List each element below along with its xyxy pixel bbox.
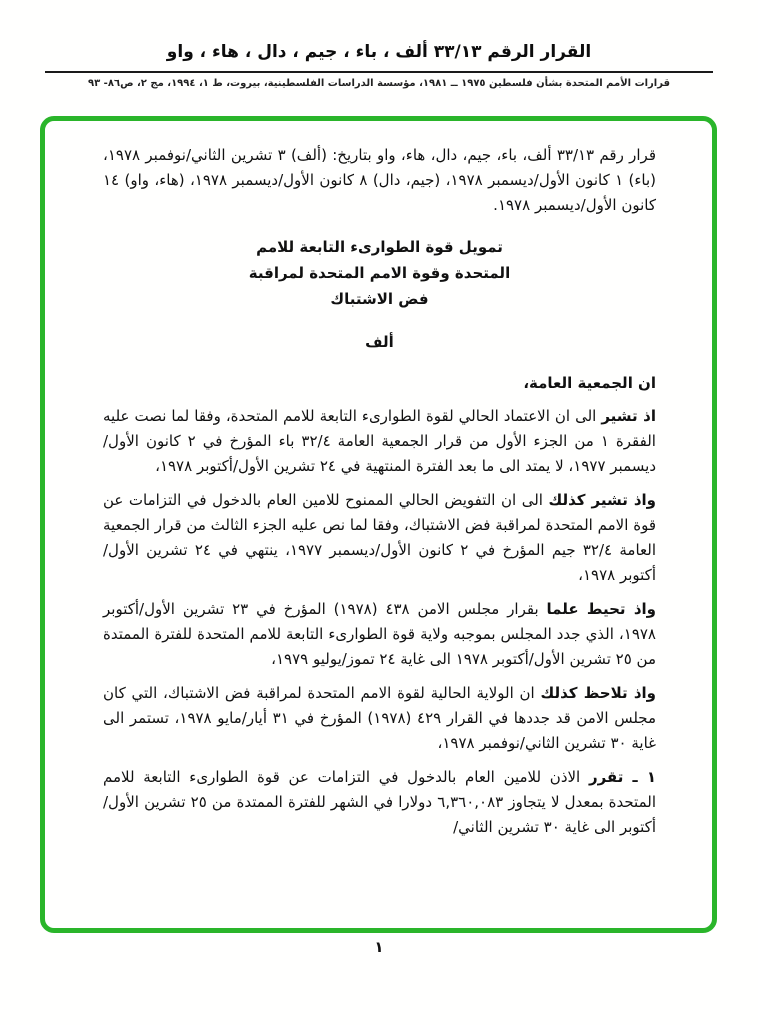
paragraph-lead: واذ تحيط علما xyxy=(546,600,657,618)
paragraph-operative-1 xyxy=(103,765,656,840)
paragraph-lead: واذ تشير كذلك xyxy=(548,491,656,509)
paragraph-text: الى ان التفويض الحالي الممنوح للامين العام بالدخول في التزامات عن قوة الامم المتحدة لمراقبة فض الاشتباك، وفقا لما نص عليه الجزء الثالث من قرار الجمعية العامة ٣٢/٤ جيم المؤرخ في ٢ كانون الأول/ديسمبر ١٩٧٧، ينتهي في ٢٤ تشرين الأول/أكتوبر ١٩٧٨، xyxy=(103,491,656,584)
paragraph-text: ان الولاية الحالية لقوة الامم المتحدة لمراقبة فض الاشتباك، التي كان مجلس الامن قد جددها في القرار ٤٢٩ (١٩٧٨) المؤرخ في ٣١ أيار/مايو ١٩٧٨، تستمر الى غاية ٣٠ تشرين الثاني/نوفمبر ١٩٧٨، xyxy=(103,684,657,752)
paragraph-lead: ١ ـ تقرر xyxy=(588,768,656,786)
resolution-heading xyxy=(103,234,656,312)
header-divider xyxy=(45,71,713,73)
page-number: ١ xyxy=(374,938,384,956)
heading-line-2: المتحدة وقوة الامم المتحدة لمراقبة xyxy=(248,264,511,282)
paragraph-noting xyxy=(103,597,656,672)
paragraph-recall-1 xyxy=(103,404,656,479)
paragraph-text: الاذن للامين العام بالدخول في التزامات عن قوة الطوارىء التابعة للامم المتحدة بمعدل لا يتجاوز ٦,٣٦٠,٠٨٣ دولارا في الشهر للفترة الممتدة من ٢٥ تشرين الأول/أكتوبر الى غاية ٣٠ تشرين الثاني/ xyxy=(103,768,656,836)
heading-line-1: تمويل قوة الطوارىء التابعة للامم xyxy=(256,238,503,256)
content-frame xyxy=(40,116,717,933)
page-footer xyxy=(0,938,758,956)
paragraph-lead: واذ تلاحظ كذلك xyxy=(540,684,656,702)
document-header xyxy=(0,0,758,89)
salutation: ان الجمعية العامة، xyxy=(523,374,656,392)
source-citation: قرارات الأمم المتحدة بشأن فلسطين ١٩٧٥ ــ ١٩٨١، مؤسسة الدراسات الفلسطينية، بيروت، ط ١، ١٩٩٤، مج ٢، ص٨٦- ٩٣ xyxy=(87,77,670,89)
paragraph-text: الى ان الاعتماد الحالي لقوة الطوارىء التابعة للامم المتحدة، وفقا لما نصت عليه الفقرة ١ من الجزء الأول من قرار الجمعية العامة ٣٢/٤ باء المؤرخ في ٢ كانون الأول/ديسمبر ١٩٧٧، لا يمتد الى ما بعد الفترة المنتهية في ٢٤ تشرين الأول/أكتوبر ١٩٧٨، xyxy=(103,407,656,475)
paragraph-text: بقرار مجلس الامن ٤٣٨ (١٩٧٨) المؤرخ في ٢٣ تشرين الأول/أكتوبر ١٩٧٨، الذي جدد المجلس بموجبه ولاية قوة الطوارىء التابعة للامم المتحدة للفترة الممتدة من ٢٥ تشرين الأول/أكتوبر ١٩٧٨ الى غاية ٢٤ تموز/يوليو ١٩٧٩، xyxy=(103,600,656,668)
paragraph-lead: اذ تشير xyxy=(601,407,656,425)
section-label: ألف xyxy=(365,333,394,351)
paragraph-recall-2 xyxy=(103,488,656,588)
heading-line-3: فض الاشتباك xyxy=(330,290,429,308)
paragraph-observing xyxy=(103,681,656,756)
resolution-intro: قرار رقم ٣٣/١٣ ألف، باء، جيم، دال، هاء، واو بتاريخ: (ألف) ٣ تشرين الثاني/نوفمبر ١٩٧٨، (باء) ١ كانون الأول/ديسمبر ١٩٧٨، (جيم، دال) ٨ كانون الأول/ديسمبر ١٩٧٨، (هاء، واو) ١٤ كانون الأول/ديسمبر ١٩٧٨. xyxy=(103,146,657,214)
document-title: القرار الرقم ٣٣/١٣ ألف ، باء ، جيم ، دال ، هاء ، واو xyxy=(166,42,592,62)
